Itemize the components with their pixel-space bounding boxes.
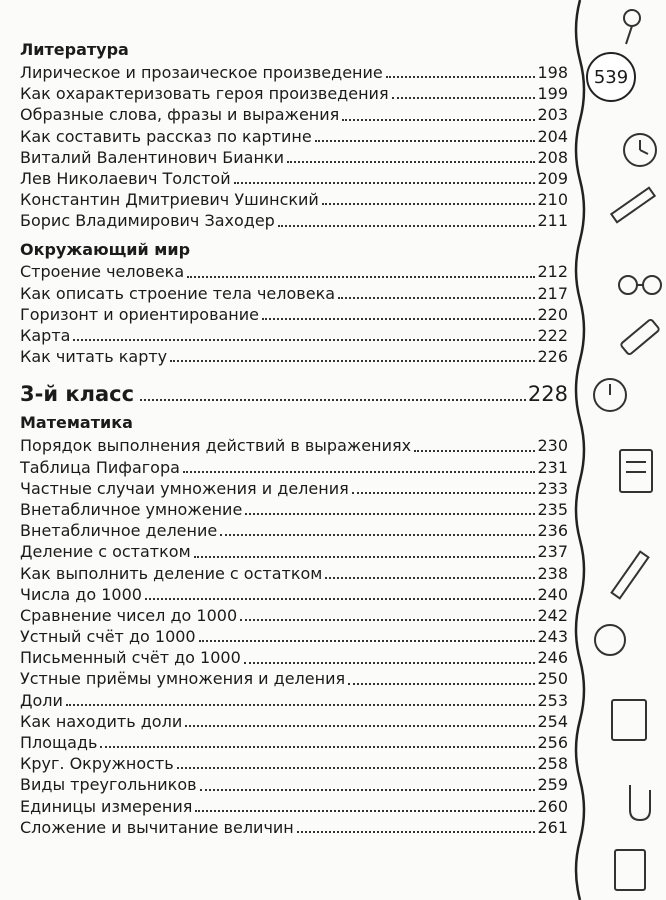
section-title-literature: Литература bbox=[20, 40, 129, 59]
pencil-icon bbox=[612, 552, 649, 599]
toc-entry bbox=[20, 626, 568, 647]
entry-page: 199 bbox=[537, 84, 568, 104]
toc-entry bbox=[20, 520, 568, 541]
entry-page: 261 bbox=[537, 817, 568, 837]
toc-entry bbox=[20, 435, 568, 456]
dot-leader bbox=[414, 449, 535, 452]
dot-leader bbox=[170, 359, 535, 362]
toc-entry bbox=[20, 563, 568, 584]
notebook-icon bbox=[615, 850, 645, 890]
dot-leader bbox=[200, 788, 536, 791]
entry-title: Виды треугольников bbox=[20, 775, 197, 795]
entry-page: 203 bbox=[537, 105, 568, 125]
entry-title: Доли bbox=[20, 690, 63, 710]
toc-entry bbox=[20, 499, 568, 520]
dot-leader bbox=[66, 703, 536, 706]
dot-leader bbox=[240, 618, 535, 621]
entry-title: Письменный счёт до 1000 bbox=[20, 648, 241, 668]
entry-title: Как находить доли bbox=[20, 711, 183, 731]
entry-title: Как выполнить деление с остатком bbox=[20, 563, 323, 583]
entry-page: 236 bbox=[537, 521, 568, 541]
entry-page: 253 bbox=[537, 690, 568, 710]
entry-title: Как описать строение тела человека bbox=[20, 283, 336, 303]
toc-entry bbox=[20, 690, 568, 711]
entry-page: 243 bbox=[537, 627, 568, 647]
entry-title: Горизонт и ориентирование bbox=[20, 304, 259, 324]
toc-entry bbox=[20, 541, 568, 562]
dot-leader bbox=[245, 512, 535, 515]
book-icon bbox=[612, 700, 646, 740]
entry-title: Устный счёт до 1000 bbox=[20, 627, 196, 647]
toc-entry bbox=[20, 189, 568, 210]
toc-entry bbox=[20, 732, 568, 753]
dot-leader bbox=[234, 181, 536, 184]
toc-entry bbox=[20, 346, 568, 367]
entry-page: 212 bbox=[537, 262, 568, 282]
toc-entry bbox=[20, 584, 568, 605]
dot-leader bbox=[325, 576, 535, 579]
grade-page: 228 bbox=[527, 382, 568, 407]
toc-entry bbox=[20, 126, 568, 147]
entry-title: Внетабличное деление bbox=[20, 521, 218, 541]
entry-page: 233 bbox=[537, 478, 568, 498]
entry-title: Как охарактеризовать героя произведения bbox=[20, 84, 389, 104]
dot-leader bbox=[338, 296, 535, 299]
entry-page: 238 bbox=[537, 563, 568, 583]
entry-title: Частные случаи умножения и деления bbox=[20, 478, 349, 498]
entry-page: 198 bbox=[537, 62, 568, 82]
entry-page: 217 bbox=[537, 283, 568, 303]
dot-leader bbox=[342, 118, 535, 121]
entry-title: Лев Николаевич Толстой bbox=[20, 168, 231, 188]
entry-title: Числа до 1000 bbox=[20, 584, 142, 604]
entry-title: Круг. Окружность bbox=[20, 754, 174, 774]
entry-title: Как читать карту bbox=[20, 347, 168, 367]
dot-leader bbox=[392, 96, 536, 99]
entry-title: Сравнение чисел до 1000 bbox=[20, 605, 238, 625]
entry-page: 242 bbox=[537, 605, 568, 625]
toc-entry bbox=[20, 168, 568, 189]
page-number-badge: 539 bbox=[586, 52, 636, 102]
entry-title: Площадь bbox=[20, 733, 98, 753]
dot-leader bbox=[145, 597, 536, 600]
toc-entry bbox=[20, 104, 568, 125]
grade-heading bbox=[20, 381, 568, 407]
entry-page: 230 bbox=[537, 436, 568, 456]
math-list bbox=[20, 435, 568, 838]
entry-page: 222 bbox=[537, 326, 568, 346]
grade-label: 3-й класс bbox=[20, 382, 135, 407]
pencil-icon bbox=[611, 188, 654, 223]
toc-entry bbox=[20, 283, 568, 304]
entry-page: 220 bbox=[537, 304, 568, 324]
entry-title: Сложение и вычитание величин bbox=[20, 817, 294, 837]
entry-title: Таблица Пифагора bbox=[20, 457, 180, 477]
dot-leader bbox=[185, 724, 535, 727]
alarm-clock-icon bbox=[624, 134, 656, 166]
entry-page: 204 bbox=[537, 126, 568, 146]
toc-entry bbox=[20, 83, 568, 104]
toc-entry bbox=[20, 262, 568, 283]
entry-title: Виталий Валентинович Бианки bbox=[20, 147, 284, 167]
toc-entry bbox=[20, 304, 568, 325]
dot-leader bbox=[244, 661, 536, 664]
entry-page: 211 bbox=[537, 211, 568, 231]
toc-entry bbox=[20, 647, 568, 668]
dot-leader bbox=[278, 224, 536, 227]
notebook-icon bbox=[620, 450, 652, 492]
dot-leader bbox=[100, 745, 535, 748]
toc-entry bbox=[20, 796, 568, 817]
section-title-math: Математика bbox=[20, 413, 133, 433]
entry-title: Строение человека bbox=[20, 262, 185, 282]
entry-page: 260 bbox=[537, 796, 568, 816]
dot-leader bbox=[386, 75, 536, 78]
toc-entry bbox=[20, 669, 568, 690]
section-title-world: Окружающий мир bbox=[20, 239, 191, 259]
toc-entry bbox=[20, 711, 568, 732]
dot-leader bbox=[187, 275, 535, 278]
glasses-icon bbox=[619, 276, 661, 294]
toc-entry bbox=[20, 774, 568, 795]
dot-leader bbox=[322, 202, 536, 205]
toc-entry bbox=[20, 210, 568, 231]
dot-leader bbox=[287, 160, 535, 163]
toc-entry bbox=[20, 478, 568, 499]
pin-icon bbox=[624, 10, 640, 44]
entry-title: Порядок выполнения действий в выражениях bbox=[20, 436, 412, 456]
dot-leader bbox=[348, 682, 535, 685]
entry-page: 240 bbox=[537, 584, 568, 604]
entry-title: Карта bbox=[20, 326, 71, 346]
entry-title: Борис Владимирович Заходер bbox=[20, 211, 275, 231]
entry-page: 250 bbox=[537, 669, 568, 689]
toc-entry bbox=[20, 753, 568, 774]
entry-title: Деление с остатком bbox=[20, 542, 191, 562]
entry-page: 209 bbox=[537, 168, 568, 188]
dot-leader bbox=[140, 398, 526, 401]
entry-page: 256 bbox=[537, 733, 568, 753]
dot-leader bbox=[194, 555, 536, 558]
dot-leader bbox=[195, 809, 535, 812]
dot-leader bbox=[199, 639, 536, 642]
entry-title: Единицы измерения bbox=[20, 796, 193, 816]
toc-entry bbox=[20, 457, 568, 478]
paperclip-icon bbox=[630, 785, 650, 820]
toc-entry bbox=[20, 147, 568, 168]
table-of-contents bbox=[20, 40, 568, 838]
dot-leader bbox=[177, 766, 536, 769]
tube-icon bbox=[620, 319, 660, 355]
alarm-clock-icon bbox=[595, 625, 625, 655]
entry-title: Внетабличное умножение bbox=[20, 499, 243, 519]
entry-page: 235 bbox=[537, 499, 568, 519]
entry-title: Как составить рассказ по картине bbox=[20, 126, 312, 146]
literature-list bbox=[20, 62, 568, 232]
entry-page: 231 bbox=[537, 457, 568, 477]
entry-page: 246 bbox=[537, 648, 568, 668]
alarm-clock-icon bbox=[594, 379, 626, 411]
world-list bbox=[20, 262, 568, 368]
toc-entry bbox=[20, 62, 568, 83]
entry-title: Образные слова, фразы и выражения bbox=[20, 105, 340, 125]
dot-leader bbox=[73, 338, 535, 341]
entry-page: 237 bbox=[537, 542, 568, 562]
dot-leader bbox=[183, 470, 536, 473]
dot-leader bbox=[262, 317, 535, 320]
toc-entry bbox=[20, 605, 568, 626]
dot-leader bbox=[220, 533, 535, 536]
entry-page: 254 bbox=[537, 711, 568, 731]
entry-page: 208 bbox=[537, 147, 568, 167]
entry-title: Устные приёмы умножения и деления bbox=[20, 669, 346, 689]
entry-page: 226 bbox=[537, 347, 568, 367]
entry-title: Константин Дмитриевич Ушинский bbox=[20, 190, 319, 210]
toc-entry bbox=[20, 325, 568, 346]
entry-page: 210 bbox=[537, 190, 568, 210]
dot-leader bbox=[352, 491, 536, 494]
entry-page: 259 bbox=[537, 775, 568, 795]
entry-page: 258 bbox=[537, 754, 568, 774]
toc-entry bbox=[20, 817, 568, 838]
dot-leader bbox=[315, 139, 536, 142]
entry-title: Лирическое и прозаическое произведение bbox=[20, 62, 383, 82]
dot-leader bbox=[297, 830, 536, 833]
